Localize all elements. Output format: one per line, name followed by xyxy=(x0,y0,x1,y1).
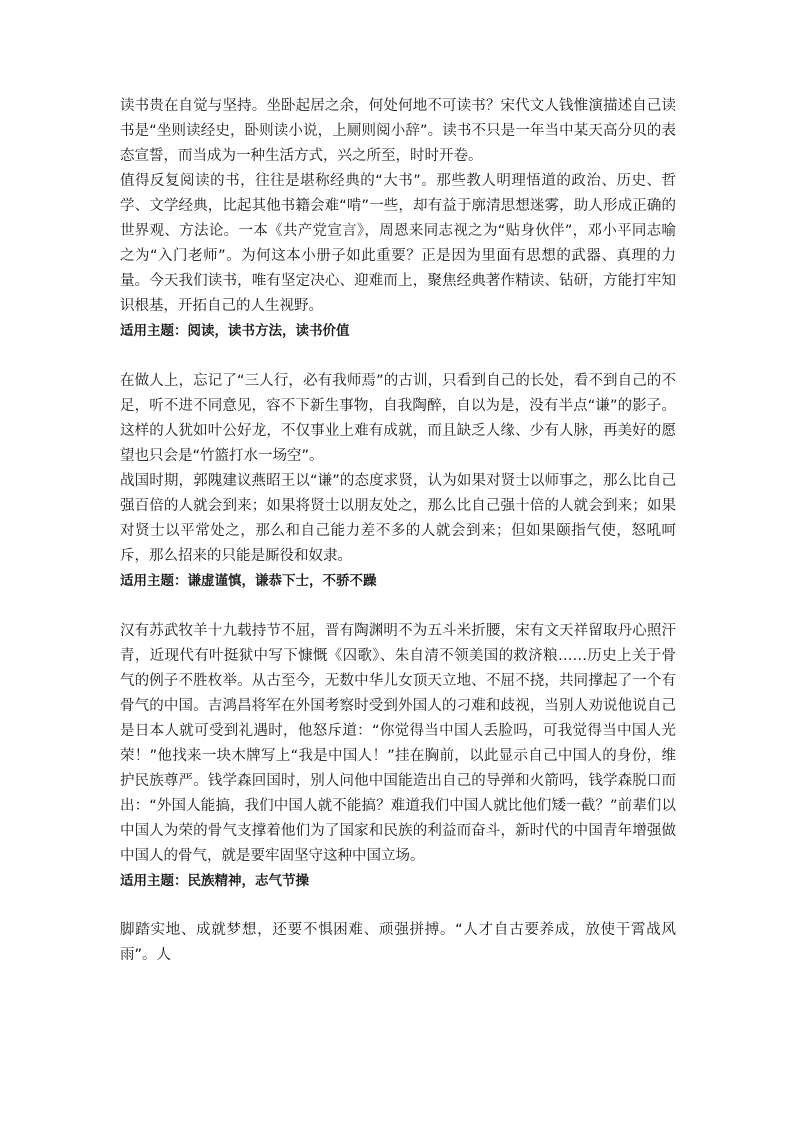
section-national-spirit xyxy=(120,619,676,894)
section-perseverance xyxy=(120,918,676,968)
topic-label: 适用主题：阅读，读书方法，读书价值 xyxy=(120,323,350,339)
paragraph: 战国时期，郭隗建议燕昭王以“谦”的态度求贤，认为如果对贤士以师事之，那么比自己强百倍的人就会到来；如果将贤士以朋友处之，那么比自己强十倍的人就会到来；如果对贤士以平常处之，那么和自己能力差不多的人就会到来；但如果颐指气使，怒吼呵斥，那么招来的只能是厮役和奴隶。 xyxy=(120,473,676,564)
topic-label: 适用主题：谦虚谨慎，谦恭下士，不骄不躁 xyxy=(120,573,377,589)
section-reading xyxy=(120,94,676,344)
paragraph: 值得反复阅读的书，往往是堪称经典的“大书”。那些教人明理悟道的政治、历史、哲学、文学经典，比起其他书籍会难“啃”一些，却有益于廓清思想迷雾，助人形成正确的世界观、方法论。一本《共产党宣言》，周恩来同志视之为“贴身伙伴”，邓小平同志喻之为“入门老师”。为何这本小册子如此重要？正是因为里面有思想的武器、真理的力量。今天我们读书，唯有坚定决心、迎难而上，聚焦经典著作精读、钻研，方能打牢知识根基，开拓自己的人生视野。 xyxy=(120,173,676,314)
paragraph: 汉有苏武牧羊十九载持节不屈，晋有陶渊明不为五斗米折腰，宋有文天祥留取丹心照汗青，近现代有叶挺狱中写下慷慨《囚歌》、朱自清不领美国的救济粮……历史上关于骨气的例子不胜枚举。从古至今，无数中华儿女顶天立地、不屈不挠，共同撑起了一个有骨气的中国。吉鸿昌将军在外国考察时受到外国人的刁难和歧视，当别人劝说他说自己是日本人就可受到礼遇时，他怒斥道：“你觉得当中国人丢脸吗，可我觉得当中国人光荣！”他找来一块木牌写上“我是中国人！”挂在胸前，以此显示自己中国人的身份，维护民族尊严。钱学森回国时，别人问他中国能造出自己的导弹和火箭吗，钱学森脱口而出：“外国人能搞，我们中国人就不能搞？难道我们中国人就比他们矮一截？”前辈们以中国人为荣的骨气支撑着他们为了国家和民族的利益而奋斗，新时代的中国青年增强做中国人的骨气，就是要牢固坚守这种中国立场。 xyxy=(120,623,676,864)
document-page xyxy=(120,94,676,968)
section-humility xyxy=(120,369,676,594)
paragraph: 读书贵在自觉与坚持。坐卧起居之余，何处何地不可读书？宋代文人钱惟演描述自己读书是“坐则读经史，卧则读小说，上厕则阅小辞”。读书不只是一年当中某天高分贝的表态宣誓，而当成为一种生活方式，兴之所至，时时开卷。 xyxy=(120,98,676,164)
topic-label: 适用主题：民族精神，志气节操 xyxy=(120,873,309,889)
paragraph: 在做人上，忘记了“三人行，必有我师焉”的古训，只看到自己的长处，看不到自己的不足，听不进不同意见，容不下新生事物，自我陶醉，自以为是，没有半点“谦”的影子。这样的人犹如叶公好龙，不仅事业上难有成就，而且缺乏人缘、少有人脉，再美好的愿望也只会是“竹篮打水一场空”。 xyxy=(120,373,676,464)
paragraph: 脚踏实地、成就梦想，还要不惧困难、顽强拼搏。“人才自古要养成，放使干霄战风雨”。人 xyxy=(120,922,676,963)
